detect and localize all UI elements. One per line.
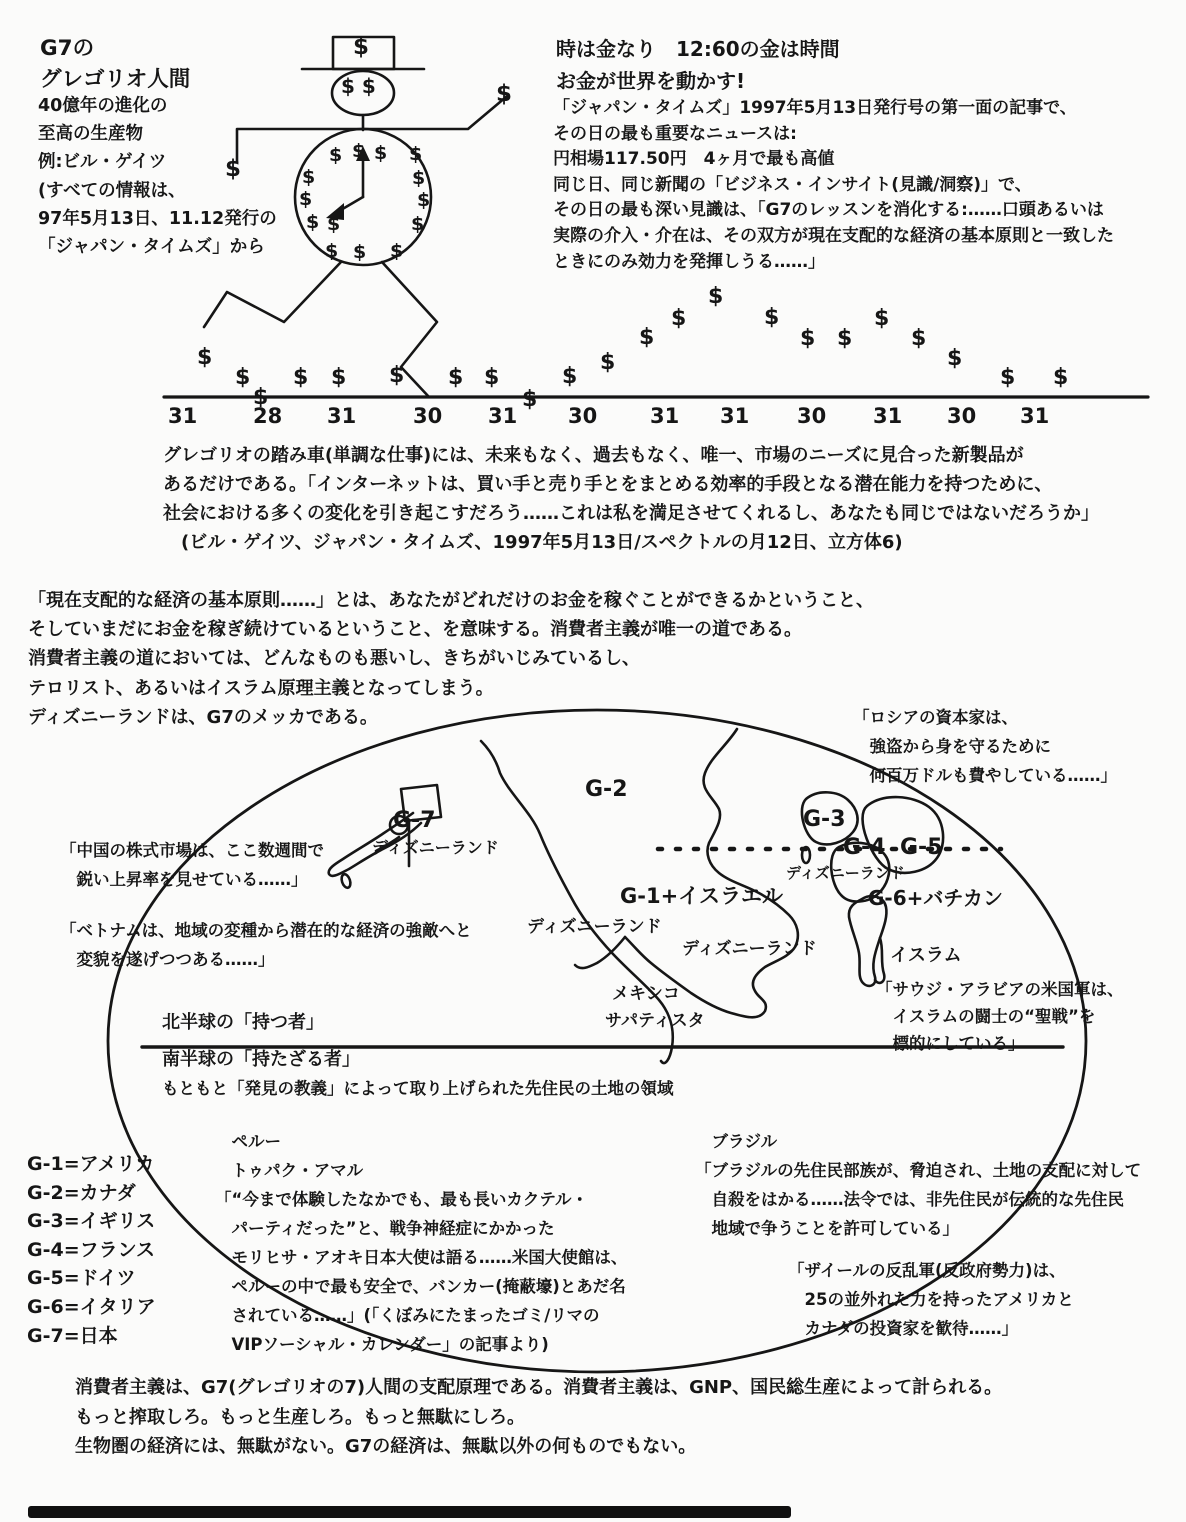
dollar-sign: $ (353, 241, 367, 263)
top-left-title (40, 33, 190, 95)
top-left-caption-line: 40億年の進化の (38, 96, 168, 116)
map-label: 北半球の「持つ者」 (162, 1012, 324, 1033)
dollar-sign: $ (671, 306, 687, 331)
dollar-sign: $ (484, 365, 500, 390)
dollar-sign: $ (412, 167, 426, 189)
treadmill-paragraph-line: あるだけである。「インターネットは、買い手と売り手とをまとめる効率的手段となる潜在能力を持つために、 (163, 474, 1053, 495)
month-label: 28 (253, 404, 283, 428)
zaire-quote-line: 25の並外れた力を持ったアメリカと (788, 1290, 1074, 1309)
vietnam-quote-line: 変貌を遂げつつある……」 (60, 950, 275, 969)
dollar-sign: $ (325, 240, 339, 262)
map-label: ディズニーランド (372, 838, 499, 857)
russia-quote-line: 何百万ドルも費やしている……」 (853, 766, 1117, 785)
month-label: 31 (488, 404, 518, 428)
bottom-paragraph-line: もっと搾取しろ。もっと生産しろ。もっと無駄にしろ。 (75, 1406, 525, 1428)
zaire-quote-line: 「ザイールの反乱軍(反政府勢力)は、 (788, 1261, 1066, 1280)
month-label: 31 (1020, 404, 1050, 428)
top-right-heading-line: お金が世界を動かす! (556, 69, 746, 93)
russia-quote-line: 「ロシアの資本家は、 (853, 708, 1018, 727)
top-left-caption-line: 「ジャパン・タイムズ」から (38, 237, 265, 258)
month-label: 30 (797, 404, 827, 428)
month-label: 31 (168, 404, 198, 428)
map-label: ディズニーランド (786, 864, 905, 882)
treadmill-paragraph (163, 441, 1099, 557)
top-left-caption-line: (すべての情報は、 (38, 180, 186, 201)
g7-legend-line: G-1=アメリカ (27, 1153, 155, 1175)
map-label: イスラム (890, 945, 962, 966)
zaire-quote (788, 1256, 1074, 1343)
map-label: ディズニーランド (527, 917, 662, 937)
dollar-sign: $ (562, 364, 578, 389)
top-right-body (553, 96, 1114, 275)
dollar-sign: $ (327, 213, 341, 235)
brazil-block-line: 自殺をはかる……法令では、非先住民が伝統的な先住民 (695, 1190, 1124, 1209)
g7-legend-line: G-7=日本 (27, 1324, 118, 1347)
top-right-heading-line: 時は金なり 12:60の金は時間 (556, 37, 840, 61)
peru-block-line: 「“今まで体験したなかでも、最も長いカクテル・ (215, 1190, 589, 1209)
g7-legend-line: G-4=フランス (27, 1238, 156, 1261)
peru-block-line: ペルー (215, 1132, 281, 1151)
dollar-sign: $ (235, 365, 251, 390)
treadmill-paragraph-line: 社会における多くの変化を引き起こすだろう……これは私を満足させてくれるし、あなたも同じではないだろうか」 (163, 503, 1099, 524)
top-left-caption-line: 例:ビル・ゲイツ (38, 152, 167, 173)
dollar-sign: $ (390, 240, 404, 262)
month-label: 30 (413, 404, 443, 428)
saudi-quote-line: 「サウジ・アラビアの米国軍は、 (876, 980, 1124, 999)
dollar-sign: $ (329, 144, 343, 166)
russia-quote (853, 703, 1117, 790)
top-right-body-line: その日の最も重要なニュースは: (553, 123, 797, 144)
top-right-body-line: 同じ日、同じ新聞の「ビジネス・インサイト(見識/洞察)」で、 (553, 174, 1032, 195)
brazil-block-line: 「ブラジルの先住民部族が、脅迫され、土地の支配に対して (695, 1161, 1142, 1180)
dollar-sign: $ (522, 387, 538, 412)
peru-block-line: VIPソーシャル・カレンダー」の記事より) (215, 1335, 549, 1354)
month-label: 30 (568, 404, 598, 428)
peru-block-line: ペルーの中で最も安全で、バンカー(掩蔽壕)とあだ名 (215, 1277, 626, 1296)
dollar-sign: $ (197, 345, 213, 370)
dollar-sign: $ (374, 142, 388, 164)
dollar-sign: $ (225, 156, 242, 182)
map-label: G-2 (585, 777, 628, 802)
g7-legend-line: G-3=イギリス (27, 1210, 156, 1233)
map-label: サパティスタ (605, 1011, 705, 1031)
peru-block-line: モリヒサ・アオキ日本大使は語る……米国大使館は、 (215, 1248, 628, 1267)
map-label: ディズニーランド (682, 939, 817, 959)
dollar-sign: $ (764, 305, 780, 330)
dollar-sign: $ (1053, 365, 1069, 390)
dollar-sign: $ (639, 325, 655, 350)
principle-paragraph-line: テロリスト、あるいはイスラム原理主義となってしまう。 (28, 677, 494, 699)
dollar-sign: $ (302, 166, 316, 188)
map-label: G-4 (843, 835, 886, 860)
dollar-sign: $ (352, 140, 366, 162)
map-label: G-1+イスラエル (620, 884, 783, 908)
dollar-sign: $ (293, 365, 309, 390)
principle-paragraph-line: 消費者主義の道においては、どんなものも悪いし、きちがいじみているし、 (28, 648, 640, 670)
top-left-caption-line: 至高の生産物 (38, 124, 143, 145)
dollar-sign: $ (417, 189, 431, 211)
top-right-body-line: 「ジャパン・タイムズ」1997年5月13日発行号の第一面の記事で、 (553, 98, 1077, 118)
dollar-sign: $ (306, 211, 320, 233)
map-label: G-6+バチカン (868, 886, 1003, 910)
peru-block-line: パーティだった”と、戦争神経症にかかった (215, 1219, 555, 1238)
dollar-sign: $ (496, 81, 513, 107)
saudi-quote-line: イスラムの闘士の“聖戦”を (876, 1007, 1096, 1026)
dollar-sign: $ (837, 326, 853, 351)
dollar-sign: $ (911, 326, 927, 351)
top-right-body-line: 実際の介入・介在は、その双方が現在支配的な経済の基本原則と一致した (553, 225, 1114, 246)
saudi-quote-line: 標的にしている」 (876, 1034, 1025, 1053)
month-label: 30 (947, 404, 977, 428)
treadmill-paragraph-line: グレゴリオの踏み車(単調な仕事)には、未来もなく、過去もなく、唯一、市場のニーズに見合った新製品が (163, 445, 1024, 466)
dollar-sign: $ (448, 365, 464, 390)
dollar-sign: $ (600, 350, 616, 375)
treadmill-paragraph-line: (ビル・ゲイツ、ジャパン・タイムズ、1997年5月13日/スペクトルの月12日、立方体6) (163, 532, 903, 553)
brazil-block-line: 地域で争うことを許可している」 (695, 1219, 959, 1238)
doctrine-line (162, 1076, 674, 1102)
vietnam-quote (60, 916, 472, 974)
map-label: G-3 (803, 807, 846, 832)
dollar-sign: $ (874, 306, 890, 331)
brazil-block-line: ブラジル (695, 1132, 778, 1151)
g7-legend-line: G-6=イタリア (27, 1295, 156, 1318)
bottom-paragraph (75, 1373, 1002, 1462)
map-label: 南半球の「持たざる者」 (162, 1049, 360, 1070)
top-left-caption-line: 97年5月13日、11.12発行の (38, 208, 277, 229)
doctrine-line-line: もともと「発見の教義」によって取り上げられた先住民の土地の領域 (162, 1079, 674, 1098)
saudi-quote (876, 976, 1124, 1057)
dollar-sign: $ (353, 34, 370, 60)
top-right-body-line: ときにのみ効力を発揮しうる……」 (553, 251, 825, 272)
map-label: メキシコ (612, 984, 680, 1004)
g7-legend-line: G-2=カナダ (27, 1181, 136, 1204)
top-left-title-line: G7の (40, 36, 95, 61)
dollar-sign: $ (389, 363, 405, 388)
china-quote-line: 「中国の株式市場は、ここ数週間で (60, 841, 324, 860)
bottom-paragraph-line: 生物圏の経済には、無駄がない。G7の経済は、無駄以外の何ものでもない。 (75, 1436, 697, 1457)
brazil-block (695, 1127, 1141, 1243)
top-right-heading (556, 33, 840, 97)
dollar-sign: $ (708, 284, 724, 309)
dollar-sign: $ (409, 143, 423, 165)
dollar-sign: $ $ (341, 74, 376, 98)
china-quote (60, 836, 324, 894)
dollar-sign: $ (800, 326, 816, 351)
china-quote-line: 鋭い上昇率を見せている……」 (60, 870, 308, 889)
dollar-sign: $ (331, 365, 347, 390)
principle-paragraph-line: そしていまだにお金を稼ぎ続けているということ、を意味する。消費者主義が唯一の道である。 (28, 619, 802, 641)
top-right-body-line: 円相場117.50円 4ヶ月で最も高値 (553, 149, 835, 170)
map-label: G-7 (393, 808, 436, 833)
peru-block-line: されている……」(「くぼみにたまったゴミ/リマの (215, 1306, 600, 1325)
bottom-paragraph-line: 消費者主義は、G7(グレゴリオの7)人間の支配原理である。消費者主義は、GNP、国民総生産によって計られる。 (75, 1377, 1003, 1398)
peru-block (215, 1127, 627, 1359)
dollar-sign: $ (411, 213, 425, 235)
principle-paragraph (28, 586, 874, 732)
principle-paragraph-line: 「現在支配的な経済の基本原則……」とは、あなたがどれだけのお金を稼ぐことができるかということ、 (28, 590, 874, 611)
month-label: 31 (650, 404, 680, 428)
month-label: 31 (327, 404, 357, 428)
dollar-sign: $ (947, 346, 963, 371)
dollar-sign: $ (299, 188, 313, 210)
g7-legend-line: G-5=ドイツ (27, 1267, 136, 1290)
map-label: G-5 (900, 835, 943, 860)
month-label: 31 (873, 404, 903, 428)
principle-paragraph-line: ディズニーランドは、G7のメッカである。 (28, 706, 378, 728)
peru-block-line: トゥパク・アマル (215, 1161, 364, 1180)
zaire-quote-line: カナダの投資家を歓待……」 (788, 1319, 1019, 1338)
top-left-title-line: グレゴリオ人間 (40, 67, 191, 92)
top-right-body-line: その日の最も深い見識は、「G7のレッスンを消化する:……口頭あるいは (553, 200, 1104, 221)
vietnam-quote-line: 「ベトナムは、地域の変種から潜在的な経済の強敵へと (60, 921, 472, 940)
russia-quote-line: 強盗から身を守るために (853, 737, 1051, 756)
g7-legend (27, 1150, 156, 1350)
month-label: 31 (720, 404, 750, 428)
dollar-sign: $ (253, 385, 269, 410)
dollar-sign: $ (1000, 365, 1016, 390)
